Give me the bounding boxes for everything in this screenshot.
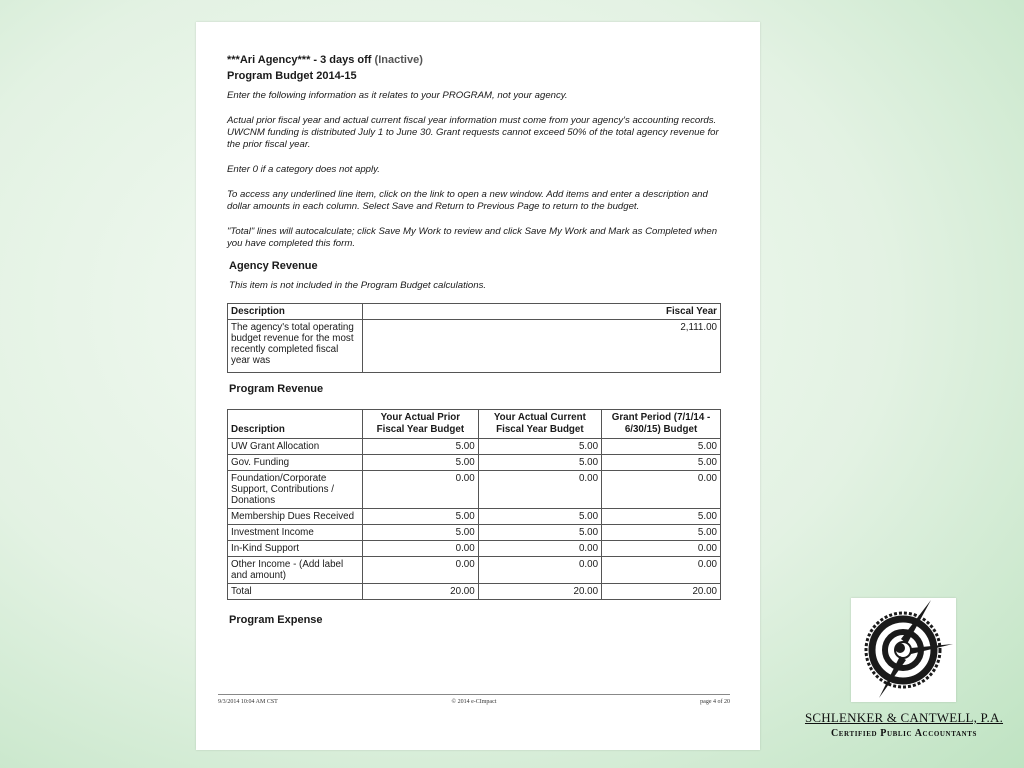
- grant-period-value: 5.00: [602, 455, 721, 471]
- grant-period-value: 0.00: [602, 471, 721, 509]
- footer-copyright: © 2014 e-CImpact: [451, 699, 497, 705]
- program-revenue-table: [227, 409, 721, 600]
- agency-revenue-table: [227, 303, 721, 373]
- footer-divider: [218, 694, 730, 695]
- prior-year-value: 20.00: [363, 584, 479, 600]
- firm-logo: [851, 598, 956, 702]
- program-expense-title: Program Expense: [229, 614, 323, 626]
- row-description: Membership Dues Received: [228, 509, 363, 525]
- row-description: In-Kind Support: [228, 541, 363, 557]
- row-description: Foundation/Corporate Support, Contributions / Donations: [228, 471, 363, 509]
- instruction-paragraph: Enter the following information as it relates to your PROGRAM, not your agency.: [227, 90, 568, 101]
- instruction-paragraph: Actual prior fiscal year and actual current fiscal year information must come from your agency's accounting records. UWCNM funding is distributed July 1 to June 30. Grant requests cannot exceed 50% of the total agency revenue for the prior fiscal year.: [227, 115, 719, 150]
- current-year-value: 5.00: [478, 509, 601, 525]
- column-header-description: Description: [228, 304, 363, 320]
- agency-revenue-title: Agency Revenue: [229, 260, 318, 272]
- instruction-paragraph: To access any underlined line item, click on the link to open a new window. Add items and enter a description and dollar amounts in each column. Select Save and Return to Previous Page to return to the budget.: [227, 189, 708, 212]
- table-row: [228, 557, 721, 584]
- prior-year-value: 5.00: [363, 439, 479, 455]
- prior-year-value: 0.00: [363, 541, 479, 557]
- firm-branding: [786, 710, 1022, 739]
- agency-title: ***Ari Agency*** - 3 days off: [227, 54, 372, 66]
- footer-page-number: page 4 of 20: [700, 699, 730, 705]
- total-row: [228, 584, 721, 600]
- instruction-paragraph: Enter 0 if a category does not apply.: [227, 164, 380, 175]
- grant-period-value: 0.00: [602, 557, 721, 584]
- footer-timestamp: 9/3/2014 10:04 AM CST: [218, 699, 278, 705]
- prior-year-value: 0.00: [363, 557, 479, 584]
- current-year-value: 0.00: [478, 557, 601, 584]
- table-row: [228, 525, 721, 541]
- column-header-grant-period: Grant Period (7/1/14 - 6/30/15) Budget: [602, 410, 721, 439]
- prior-year-value: 0.00: [363, 471, 479, 509]
- table-row: [228, 455, 721, 471]
- column-header-fiscal-year: Fiscal Year: [363, 304, 721, 320]
- agency-revenue-description: The agency's total operating budget revenue for the most recently completed fiscal year was: [228, 320, 363, 373]
- column-header-current-year: Your Actual Current Fiscal Year Budget: [478, 410, 601, 439]
- grant-period-value: 5.00: [602, 439, 721, 455]
- row-description: Other Income - (Add label and amount): [228, 557, 363, 584]
- status-badge: (Inactive): [374, 54, 423, 66]
- current-year-value: 20.00: [478, 584, 601, 600]
- current-year-value: 5.00: [478, 439, 601, 455]
- column-header-description: Description: [228, 410, 363, 439]
- table-row: [228, 509, 721, 525]
- prior-year-value: 5.00: [363, 509, 479, 525]
- current-year-value: 5.00: [478, 455, 601, 471]
- row-description: UW Grant Allocation: [228, 439, 363, 455]
- row-description: Investment Income: [228, 525, 363, 541]
- agency-revenue-note: This item is not included in the Program Budget calculations.: [229, 280, 487, 291]
- grant-period-value: 5.00: [602, 525, 721, 541]
- instruction-paragraph: "Total" lines will autocalculate; click Save My Work to review and click Save My Work and Mark as Completed when you have completed this form.: [227, 226, 718, 249]
- firm-subtitle: Certified Public Accountants: [830, 728, 978, 739]
- document-header: [227, 54, 722, 66]
- table-header-row: [228, 304, 721, 320]
- grant-period-value: 0.00: [602, 541, 721, 557]
- table-row: [228, 471, 721, 509]
- grant-period-value: 5.00: [602, 509, 721, 525]
- column-header-prior-year: Your Actual Prior Fiscal Year Budget: [363, 410, 479, 439]
- table-row: [228, 541, 721, 557]
- document-content: [227, 54, 722, 626]
- firm-name: SCHLENKER & CANTWELL, P.A.: [804, 710, 1004, 725]
- table-header-row: [228, 410, 721, 439]
- prior-year-value: 5.00: [363, 455, 479, 471]
- table-row: [228, 439, 721, 455]
- compass-logo-icon: [851, 598, 956, 702]
- grant-period-value: 20.00: [602, 584, 721, 600]
- scanned-document-page: [196, 22, 760, 750]
- current-year-value: 0.00: [478, 471, 601, 509]
- agency-revenue-value: 2,111.00: [363, 320, 721, 373]
- table-row: [228, 320, 721, 373]
- current-year-value: 0.00: [478, 541, 601, 557]
- current-year-value: 5.00: [478, 525, 601, 541]
- budget-title: Program Budget 2014-15: [227, 70, 357, 82]
- row-description: Total: [228, 584, 363, 600]
- prior-year-value: 5.00: [363, 525, 479, 541]
- row-description: Gov. Funding: [228, 455, 363, 471]
- program-revenue-title: Program Revenue: [229, 383, 324, 395]
